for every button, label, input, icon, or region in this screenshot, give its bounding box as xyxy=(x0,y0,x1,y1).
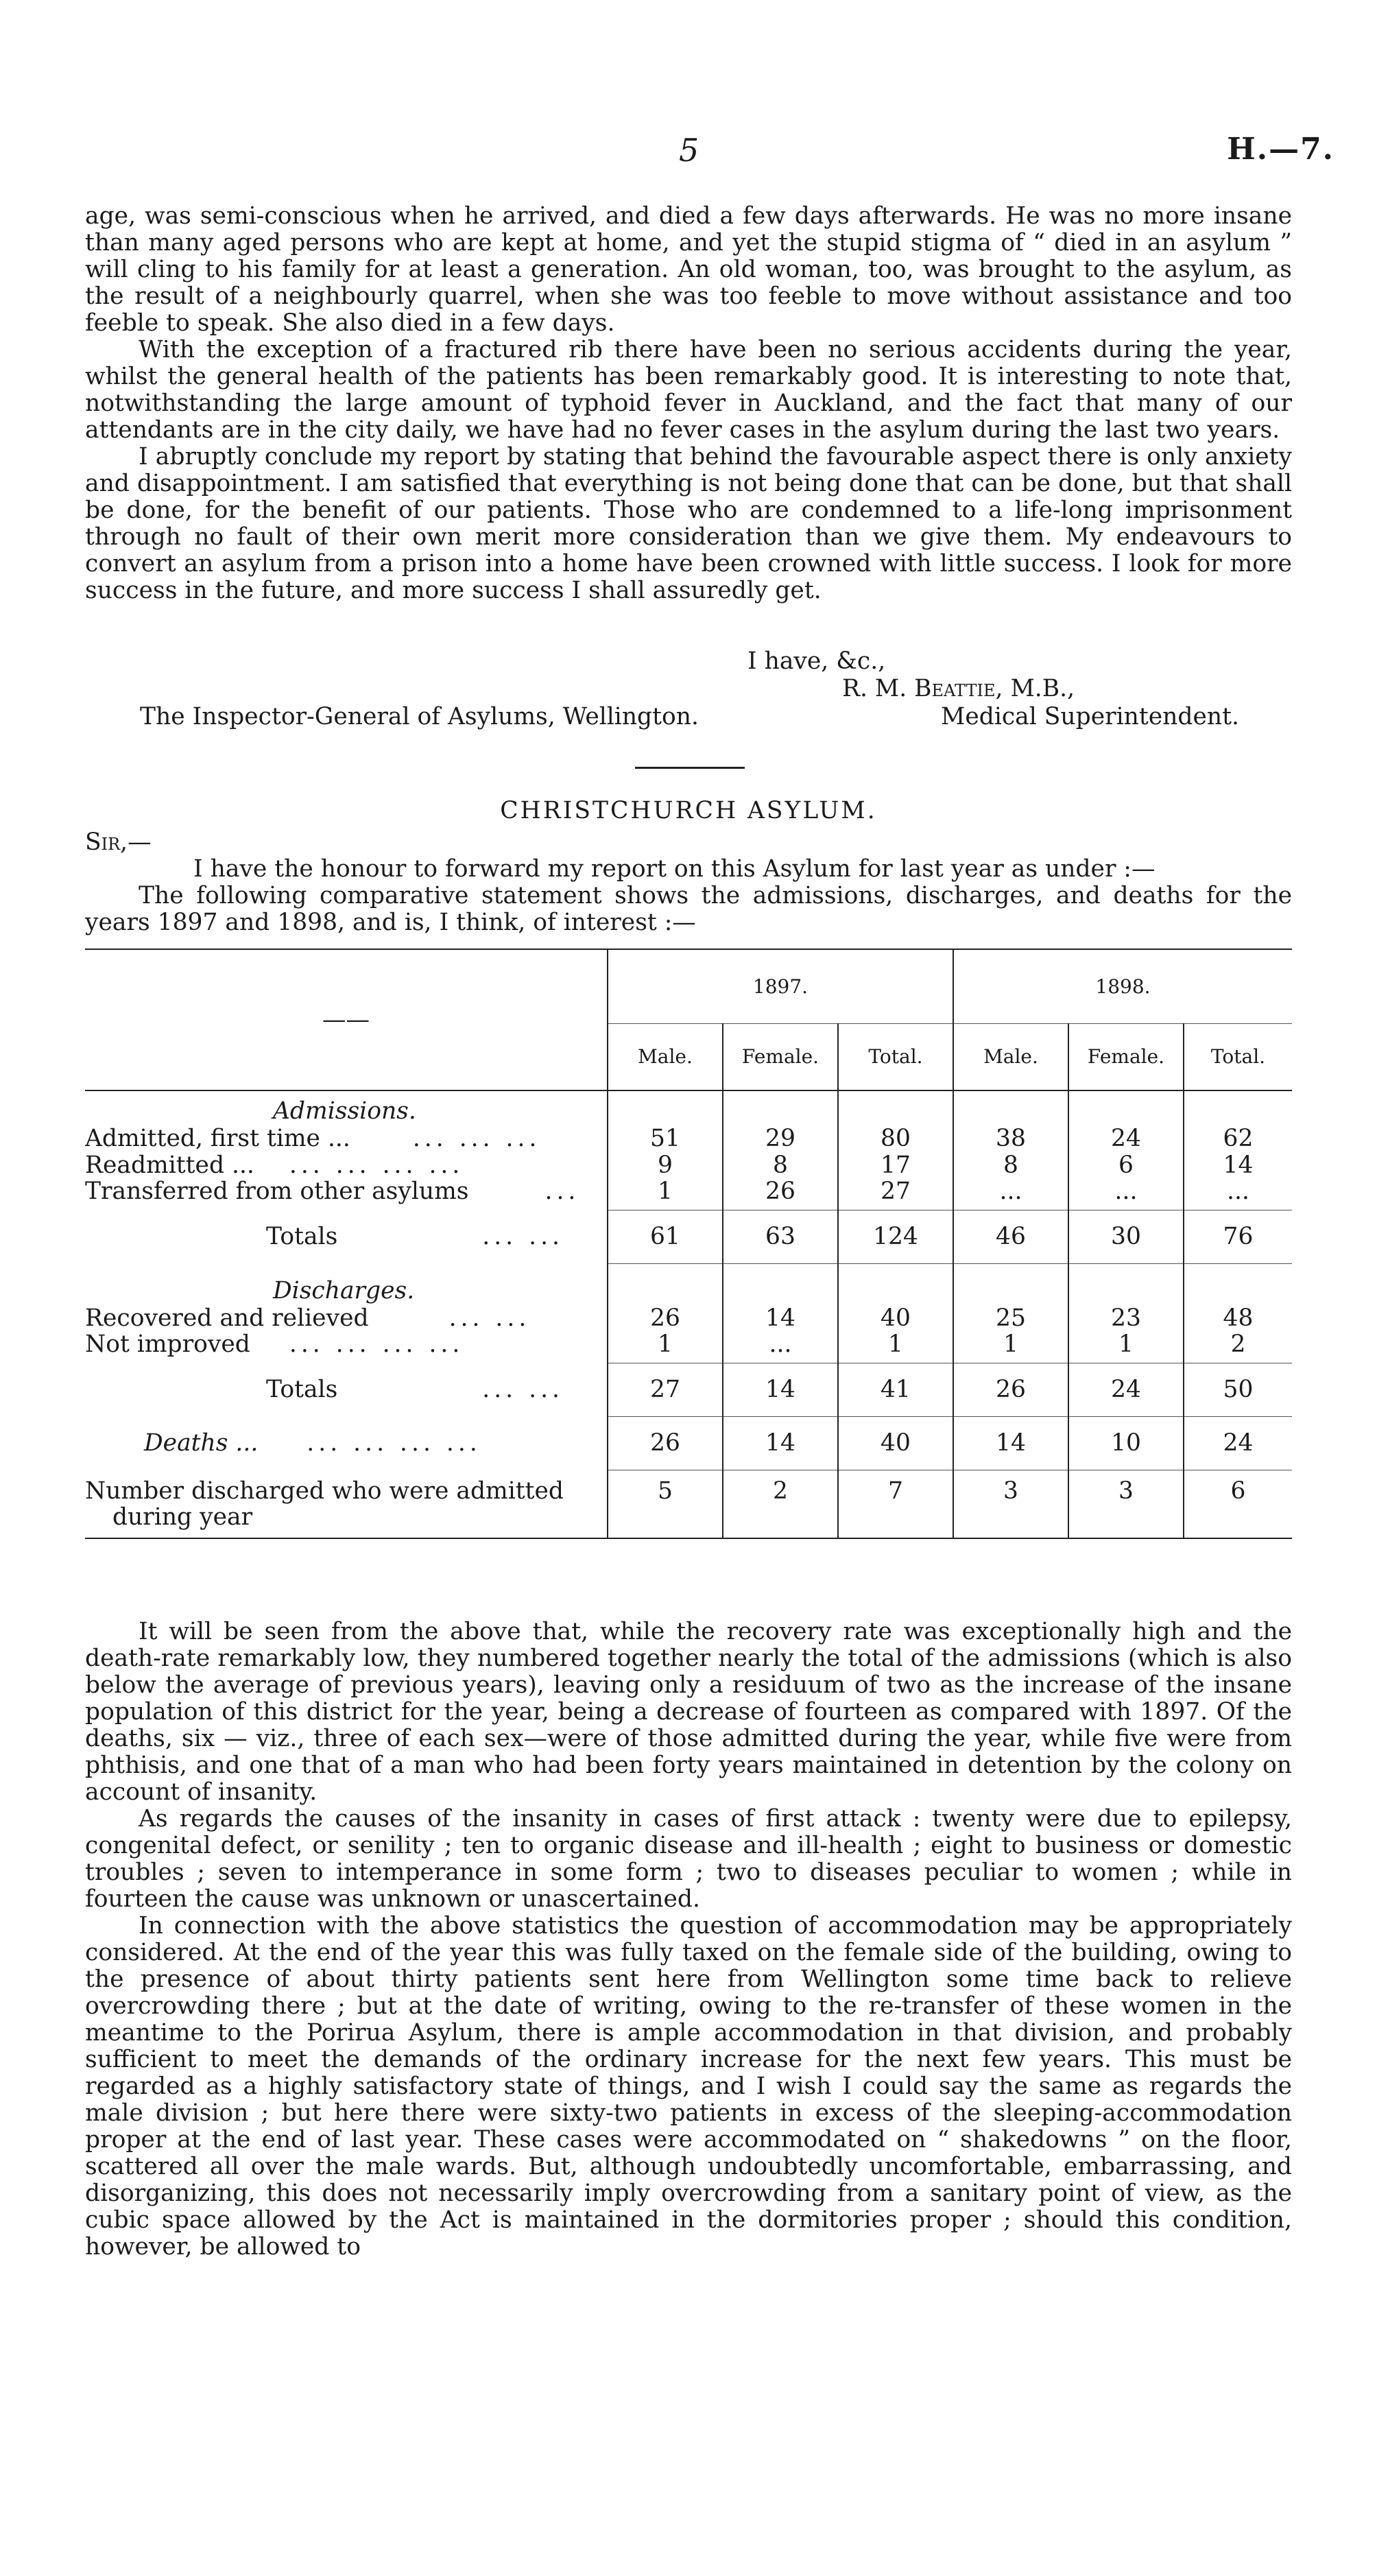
table-cell: 14 xyxy=(723,1304,838,1331)
table-cell: 30 xyxy=(1068,1210,1184,1263)
col-total-1898: Total. xyxy=(1184,1023,1292,1090)
discharges-totals-row xyxy=(85,1363,1292,1416)
body-paragraph-3: In connection with the above statistics the question of accommodation may be appropriately considered. At the end of the year this was fully taxed on the female side of the building, owing to the presence of about thirty patients sent here from Wellington some time back to relieve overcrowding there ; but at the date of writing, owing to the re-transfer of these women in the meantime to the Porirua Asylum, there is ample accommodation in that division, and probably sufficient to meet the demands of the ordinary increase for the next few years. This must be regarded as a highly satisfactory state of things, and I wish I could say the same as regards the male division ; but here there were sixty-two patients in excess of the sleeping-accommodation proper at the end of last year. These cases were accommodated on “ shakedowns ” on the floor, scattered all over the male wards. But, although undoubtedly uncomfortable, embarrassing, and disorganizing, this does not necessarily imply overcrowding from a sanitary point of view, as the cubic space allowed by the Act is maintained in the dormitories proper ; should this condition, however, be allowed to xyxy=(85,1912,1292,2261)
table-cell: 17 xyxy=(838,1152,953,1178)
table-cell: 124 xyxy=(838,1210,953,1263)
table-cell: 1 xyxy=(953,1331,1068,1363)
intro-paragraph-1: age, was semi-conscious when he arrived, and died a few days afterwards. He was no more insane than many aged persons who are kept at home, and yet the stupid stigma of “ died in an asylum ” will cling to his family for at least a generation. An old woman, too, was brought to the asylum, as the result of a neighbourly quarrel, when she was too feeble to move without assistance and too feeble to speak. She also died in a few days. xyxy=(85,202,1292,337)
body-paragraph-1: It will be seen from the above that, while the recovery rate was exceptionally high and the death-rate remarkably low, they numbered together nearly the total of the admissions (which is also below the average of previous years), leaving only a residuum of two as the increase of the insane population of this district for the year, being a decrease of fourteen as compared with 1897. Of the deaths, six — viz., three of each sex—were of those admitted during the year, while five were from phthisis, and one that of a man who had been forty years maintained in detention by the colony on account of insanity. xyxy=(85,1618,1292,1806)
row-label: Not improved ... ... ... ... xyxy=(85,1331,464,1358)
row-label: Deaths ... ... ... ... ... xyxy=(144,1429,481,1457)
salutation: Sir,— xyxy=(85,828,152,856)
discharges-heading: Discharges. xyxy=(273,1277,415,1304)
table-row xyxy=(85,1178,1292,1210)
table-cell: 51 xyxy=(608,1125,723,1152)
row-label: Totals ... ... xyxy=(266,1223,564,1250)
intro-line-1: I have the honour to forward my report on this Asylum for last year as under :— xyxy=(193,855,1156,883)
col-male-1897: Male. xyxy=(608,1023,723,1090)
table-cell: 8 xyxy=(953,1152,1068,1178)
page-number: 5 xyxy=(679,132,699,169)
row-label: Readmitted ... ... ... ... ... xyxy=(85,1152,464,1178)
intro-text xyxy=(85,203,1292,604)
intro-paragraph-3: I abruptly conclude my report by stating that behind the favourable aspect there is only anxiety and disappointment. I am satisfied that everything is not being done that can be done, but that shall be done, for the benefit of our patients. Those who are condemned to a life-long imprisonment through no fault of their own merit more consideration than we give them. My endeavours to convert an asylum from a prison into a home have been crowned with little success. I look for more success in the future, and more success I shall assuredly get. xyxy=(85,443,1292,604)
table-cell: 25 xyxy=(953,1304,1068,1331)
table-cell: 1 xyxy=(608,1178,723,1210)
table-cell: 40 xyxy=(838,1416,953,1470)
section-intro xyxy=(85,829,1292,936)
table-cell: 24 xyxy=(1068,1363,1184,1416)
table-row xyxy=(85,1125,1292,1152)
table-cell: 80 xyxy=(838,1125,953,1152)
row-label: Admitted, first time ... ... ... ... xyxy=(85,1125,541,1152)
body-text xyxy=(85,1619,1292,2261)
table-cell: 50 xyxy=(1184,1363,1292,1416)
table-cell: 26 xyxy=(608,1416,723,1470)
section-divider xyxy=(635,767,745,769)
table-cell: 14 xyxy=(953,1416,1068,1470)
table-cell: 27 xyxy=(608,1363,723,1416)
table-cell: 29 xyxy=(723,1125,838,1152)
table-cell: 26 xyxy=(608,1304,723,1331)
table-cell: 61 xyxy=(608,1210,723,1263)
table-cell: 23 xyxy=(1068,1304,1184,1331)
table-cell: 27 xyxy=(838,1178,953,1210)
admissions-heading: Admissions. xyxy=(273,1097,416,1125)
table-row xyxy=(85,1304,1292,1331)
table-cell: ... xyxy=(1184,1178,1292,1210)
table-cell: 76 xyxy=(1184,1210,1292,1263)
table-cell: 24 xyxy=(1068,1125,1184,1152)
intro-line-2: The following comparative statement shows the admissions, discharges, and deaths for the years 1897 and 1898, and is, I think, of interest :— xyxy=(85,882,1292,936)
table-cell: 3 xyxy=(953,1470,1068,1538)
table-cell: 7 xyxy=(838,1470,953,1538)
table-cell: 40 xyxy=(838,1304,953,1331)
table-cell: 2 xyxy=(723,1470,838,1538)
table-cell: 6 xyxy=(1068,1152,1184,1178)
col-female-1898: Female. xyxy=(1068,1023,1184,1090)
table-cell: 1 xyxy=(608,1331,723,1363)
table-cell: 5 xyxy=(608,1470,723,1538)
table-cell: 3 xyxy=(1068,1470,1184,1538)
table-cell: 8 xyxy=(723,1152,838,1178)
table-cell: 10 xyxy=(1068,1416,1184,1470)
col-total-1897: Total. xyxy=(838,1023,953,1090)
report-reference: H.—7. xyxy=(1227,132,1334,167)
addressee: The Inspector-General of Asylums, Wellington. xyxy=(140,703,699,730)
signatory-name: R. M. Beattie, M.B., xyxy=(842,675,1075,702)
table-cell: 6 xyxy=(1184,1470,1292,1538)
col-male-1898: Male. xyxy=(953,1023,1068,1090)
table-row xyxy=(85,1152,1292,1178)
table-cell: ... xyxy=(1068,1178,1184,1210)
intro-paragraph-2: With the exception of a fractured rib there have been no serious accidents during the year, whilst the general health of the patients has been remarkably good. It is interesting to note that, notwithstanding the large amount of typhoid fever in Auckland, and the fact that many of our attendants are in the city daily, we have had no fever cases in the asylum during the last two years. xyxy=(85,336,1292,444)
table-cell: 1 xyxy=(1068,1331,1184,1363)
table-cell: 48 xyxy=(1184,1304,1292,1331)
statistics-table xyxy=(85,949,1292,1539)
table-cell: 9 xyxy=(608,1152,723,1178)
col-female-1897: Female. xyxy=(723,1023,838,1090)
body-paragraph-2: As regards the causes of the insanity in cases of first attack : twenty were due to epilepsy, congenital defect, or senility ; ten to organic disease and ill-health ; eight to business or domestic troubles ; seven to intemperance in some form ; two to diseases peculiar to women ; while in fourteen the cause was unknown or unascertained. xyxy=(85,1805,1292,1913)
closing-line: I have, &c., xyxy=(747,647,886,675)
discharged-admitted-row xyxy=(85,1470,1292,1538)
row-label: Totals ... ... xyxy=(266,1376,564,1403)
year-1897-header: 1897. xyxy=(608,949,953,1023)
table-cell: ... xyxy=(723,1331,838,1363)
table-cell: 63 xyxy=(723,1210,838,1263)
table-cell: 26 xyxy=(953,1363,1068,1416)
table-row xyxy=(85,1331,1292,1363)
table-cell: 1 xyxy=(838,1331,953,1363)
table-cell: 14 xyxy=(723,1416,838,1470)
table-cell: 62 xyxy=(1184,1125,1292,1152)
admissions-totals-row xyxy=(85,1210,1292,1263)
row-label: Number discharged who were admitted during year xyxy=(85,1470,608,1538)
table-cell: 24 xyxy=(1184,1416,1292,1470)
table-cell: ... xyxy=(953,1178,1068,1210)
stub-header: —— xyxy=(85,949,608,1090)
table-cell: 2 xyxy=(1184,1331,1292,1363)
year-1898-header: 1898. xyxy=(953,949,1292,1023)
table-cell: 14 xyxy=(1184,1152,1292,1178)
table-cell: 38 xyxy=(953,1125,1068,1152)
deaths-row xyxy=(85,1416,1292,1470)
signatory-title: Medical Superintendent. xyxy=(941,703,1239,730)
table-cell: 14 xyxy=(723,1363,838,1416)
table-cell: 26 xyxy=(723,1178,838,1210)
table-cell: 46 xyxy=(953,1210,1068,1263)
row-label: Transferred from other asylums ... xyxy=(85,1178,580,1205)
row-label: Recovered and relieved ... ... xyxy=(85,1304,531,1331)
table-cell: 41 xyxy=(838,1363,953,1416)
section-title: CHRISTCHURCH ASYLUM. xyxy=(500,797,877,824)
